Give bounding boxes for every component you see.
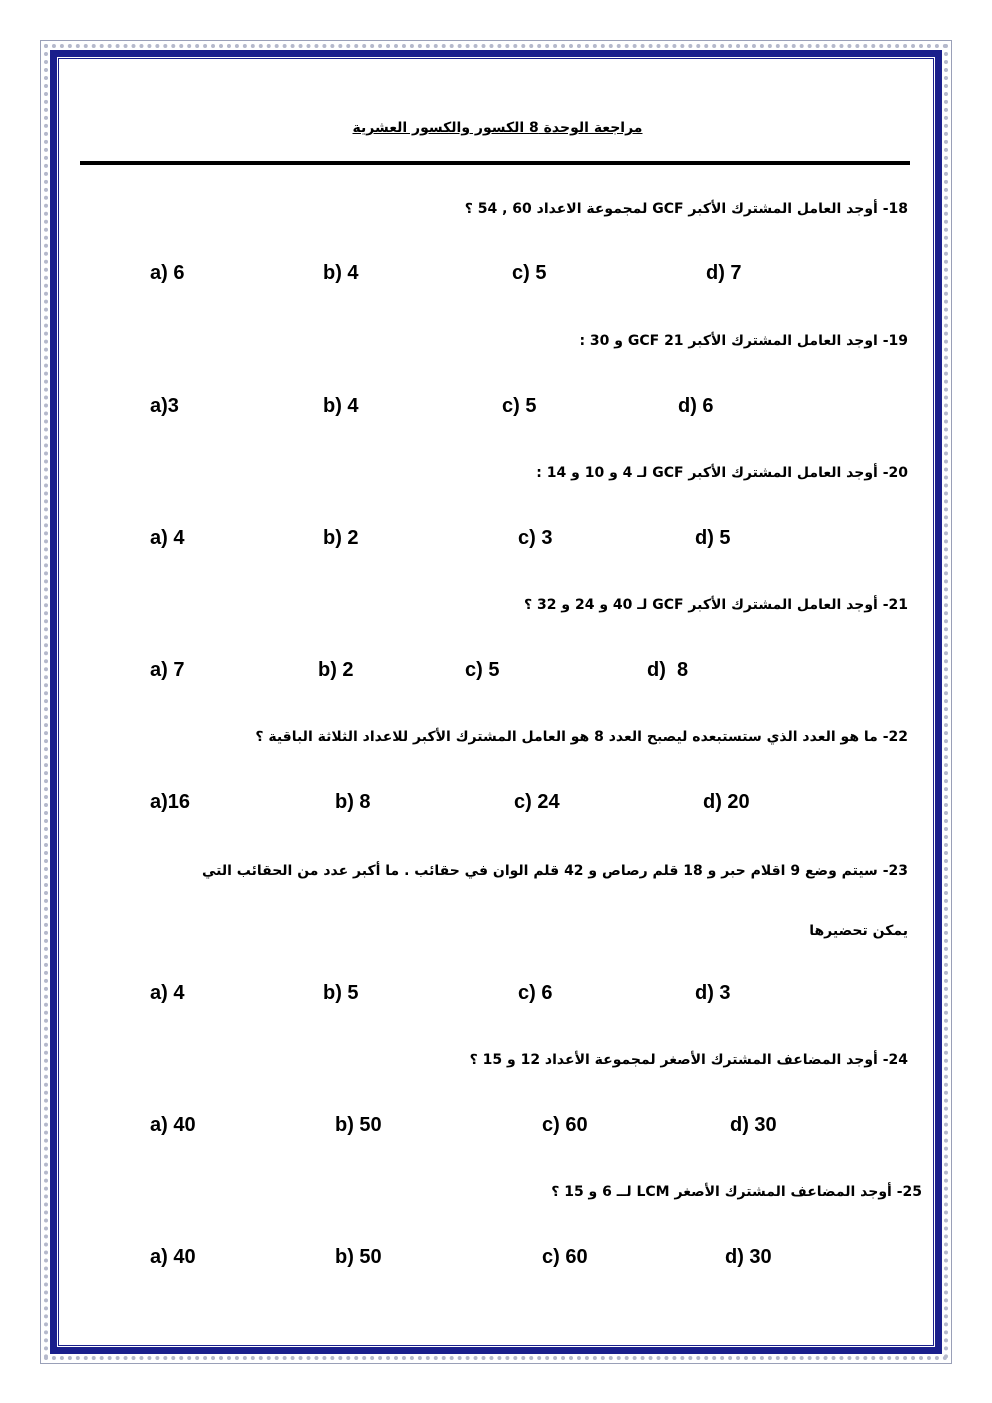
question-21: 21- أوجد العامل المشترك الأكبر GCF لـ 40 و 24 و 32 ؟ — [524, 597, 908, 613]
page-title: مراجعة الوحدة 8 الكسور والكسور العشرية — [352, 120, 643, 136]
q18-option-a[interactable]: a) 6 — [150, 262, 185, 284]
q21-option-d[interactable]: d) 8 — [647, 659, 689, 681]
question-20: 20- أوجد العامل المشترك الأكبر GCF لـ 4 و 10 و 14 : — [536, 465, 908, 481]
q22-option-a[interactable]: a)16 — [150, 791, 191, 813]
question-18: 18- أوجد العامل المشترك الأكبر GCF لمجموعة الاعداد 60 , 54 ؟ — [464, 201, 908, 217]
q23-option-d[interactable]: d) 3 — [695, 982, 731, 1004]
q24-option-c[interactable]: c) 60 — [542, 1114, 588, 1136]
question-25: 25- أوجد المضاعف المشترك الأصغر LCM لــ 6 و 15 ؟ — [551, 1184, 922, 1200]
question-23: 23- سيتم وضع 9 اقلام حبر و 18 قلم رصاص و 42 قلم الوان في حقائب . ما أكبر عدد من الحقائب التي يمكن تحضيرها — [201, 863, 908, 939]
q24-option-b[interactable]: b) 50 — [335, 1114, 382, 1136]
q19-option-b[interactable]: b) 4 — [323, 395, 359, 417]
q19-option-d[interactable]: d) 6 — [678, 395, 714, 417]
q25-option-c[interactable]: c) 60 — [542, 1246, 588, 1268]
q18-option-d[interactable]: d) 7 — [706, 262, 742, 284]
q20-option-b[interactable]: b) 2 — [323, 527, 359, 549]
q24-option-d[interactable]: d) 30 — [730, 1114, 777, 1136]
q21-option-b[interactable]: b) 2 — [318, 659, 354, 681]
q21-option-a[interactable]: a) 7 — [150, 659, 185, 681]
q20-option-c[interactable]: c) 3 — [518, 527, 553, 549]
q23-option-a[interactable]: a) 4 — [150, 982, 185, 1004]
q20-option-a[interactable]: a) 4 — [150, 527, 185, 549]
q22-option-c[interactable]: c) 24 — [514, 791, 560, 813]
q19-option-c[interactable]: c) 5 — [502, 395, 537, 417]
q20-option-d[interactable]: d) 5 — [695, 527, 731, 549]
q18-option-b[interactable]: b) 4 — [323, 262, 359, 284]
q23-option-b[interactable]: b) 5 — [323, 982, 359, 1004]
q25-option-d[interactable]: d) 30 — [725, 1246, 772, 1268]
question-22: 22- ما هو العدد الذي ستستبعده ليصبح العدد 8 هو العامل المشترك الأكبر للاعداد الثلاثة الباقية ؟ — [255, 729, 908, 745]
q19-option-a[interactable]: a)3 — [150, 395, 179, 417]
q24-option-a[interactable]: a) 40 — [150, 1114, 196, 1136]
q25-option-a[interactable]: a) 40 — [150, 1246, 196, 1268]
q22-option-b[interactable]: b) 8 — [335, 791, 371, 813]
q23-option-c[interactable]: c) 6 — [518, 982, 553, 1004]
title-divider — [80, 161, 910, 165]
question-19: 19- اوجد العامل المشترك الأكبر GCF 21 و 30 : — [579, 333, 908, 349]
q18-option-c[interactable]: c) 5 — [512, 262, 547, 284]
q22-option-d[interactable]: d) 20 — [703, 791, 750, 813]
q25-option-b[interactable]: b) 50 — [335, 1246, 382, 1268]
question-24: 24- أوجد المضاعف المشترك الأصغر لمجموعة الأعداد 12 و 15 ؟ — [469, 1052, 908, 1068]
page-border-inner — [58, 58, 934, 1346]
q21-option-c[interactable]: c) 5 — [465, 659, 500, 681]
